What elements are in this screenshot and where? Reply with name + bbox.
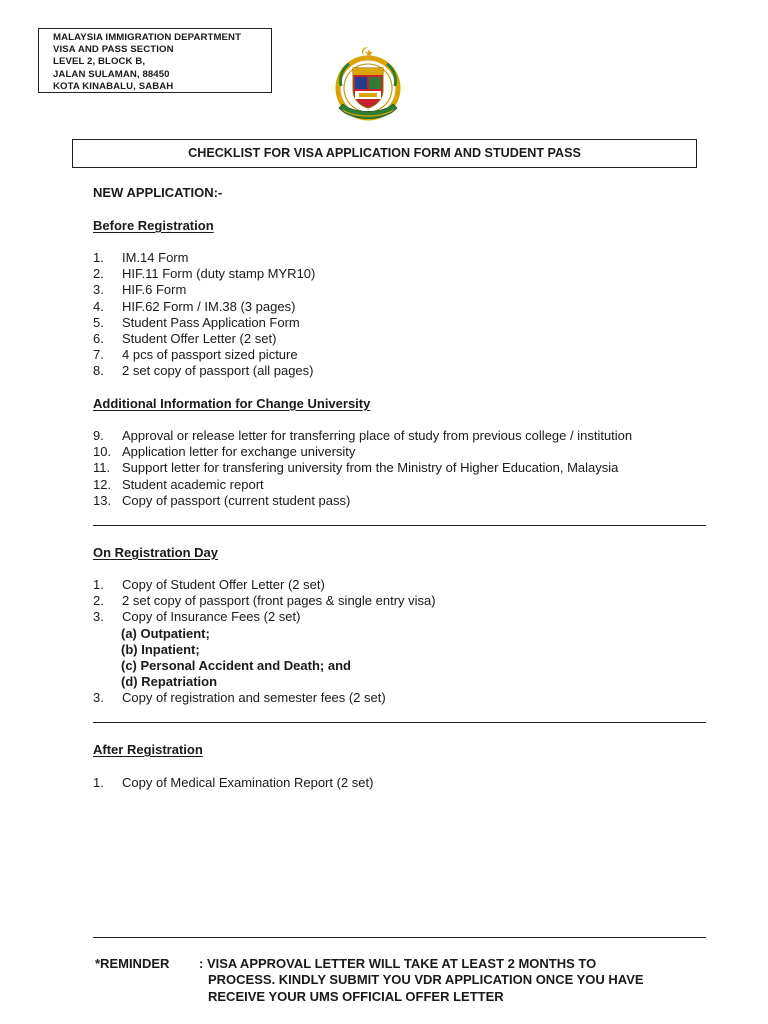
on-registration-day-list bbox=[93, 577, 436, 707]
address-line: LEVEL 2, BLOCK B, bbox=[53, 56, 146, 68]
list-item: 13. Copy of passport (current student pass) bbox=[93, 492, 351, 508]
immigration-crest-icon bbox=[333, 46, 403, 126]
address-box bbox=[38, 28, 272, 93]
address-line: VISA AND PASS SECTION bbox=[53, 44, 174, 56]
before-registration-list bbox=[93, 250, 315, 380]
reminder-line: RECEIVE YOUR UMS OFFICIAL OFFER LETTER bbox=[208, 988, 504, 1004]
on-registration-day-heading: On Registration Day bbox=[93, 545, 218, 560]
address-line: JALAN SULAMAN, 88450 bbox=[53, 68, 170, 80]
before-registration-heading: Before Registration bbox=[93, 218, 214, 233]
after-registration-list bbox=[93, 775, 373, 791]
additional-info-heading: Additional Information for Change University bbox=[93, 396, 371, 411]
list-item: 9. Approval or release letter for transferring place of study from previous college / institution bbox=[93, 428, 633, 443]
list-item: 12. Student academic report bbox=[93, 476, 264, 492]
sub-item: (a) Outpatient; bbox=[121, 625, 210, 641]
additional-info-list bbox=[93, 428, 632, 509]
list-item: 7. 4 pcs of passport sized picture bbox=[93, 347, 298, 363]
list-item: 11. Support letter for transfering university from the Ministry of Higher Education, Malaysia bbox=[93, 460, 619, 476]
list-item: 1. IM.14 Form bbox=[93, 250, 189, 265]
reminder-line: : VISA APPROVAL LETTER WILL TAKE AT LEAST 2 MONTHS TO bbox=[199, 956, 597, 971]
sub-item: (c) Personal Accident and Death; and bbox=[121, 658, 351, 674]
list-item: 6. Student Offer Letter (2 set) bbox=[93, 331, 277, 347]
reminder-text bbox=[199, 956, 759, 1005]
list-item: 2. HIF.11 Form (duty stamp MYR10) bbox=[93, 266, 316, 282]
reminder-label: *REMINDER bbox=[95, 956, 170, 971]
list-item: 2. 2 set copy of passport (front pages & single entry visa) bbox=[93, 593, 436, 609]
after-registration-heading: After Registration bbox=[93, 742, 203, 757]
list-item: 3. Copy of registration and semester fees (2 set) bbox=[93, 690, 386, 706]
list-item: 1. Copy of Medical Examination Report (2 set) bbox=[93, 775, 374, 790]
section-divider bbox=[93, 937, 706, 938]
new-application-heading: NEW APPLICATION:- bbox=[93, 185, 223, 200]
list-item: 3. Copy of Insurance Fees (2 set) bbox=[93, 609, 301, 625]
sub-item: (d) Repatriation bbox=[121, 674, 218, 690]
list-item: 1. Copy of Student Offer Letter (2 set) bbox=[93, 577, 325, 592]
reminder-line: PROCESS. KINDLY SUBMIT YOU VDR APPLICATION ONCE YOU HAVE bbox=[208, 972, 644, 988]
document-title: CHECKLIST FOR VISA APPLICATION FORM AND STUDENT PASS bbox=[72, 139, 697, 168]
section-divider bbox=[93, 722, 706, 723]
address-line: KOTA KINABALU, SABAH bbox=[53, 80, 174, 92]
list-item: 10. Application letter for exchange university bbox=[93, 444, 356, 460]
list-item: 5. Student Pass Application Form bbox=[93, 314, 300, 330]
list-item: 4. HIF.62 Form / IM.38 (3 pages) bbox=[93, 298, 296, 314]
list-item: 3. HIF.6 Form bbox=[93, 282, 187, 298]
section-divider bbox=[93, 525, 706, 526]
address-line: MALAYSIA IMMIGRATION DEPARTMENT bbox=[53, 32, 242, 43]
list-item: 8. 2 set copy of passport (all pages) bbox=[93, 363, 314, 379]
sub-item: (b) Inpatient; bbox=[121, 641, 200, 657]
